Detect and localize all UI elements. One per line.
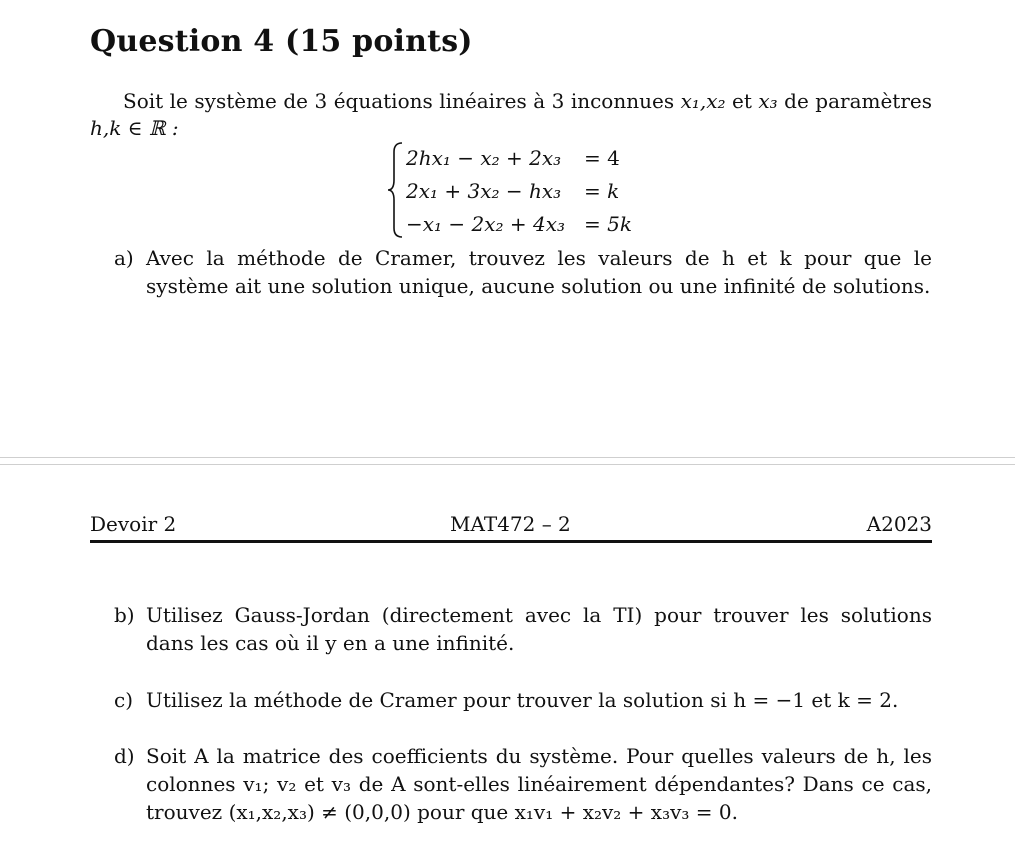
item-b	[114, 601, 932, 657]
item-label: a)	[114, 246, 134, 270]
item-d	[114, 742, 932, 826]
equation-rhs: = k	[584, 179, 620, 203]
item-label: b)	[114, 603, 135, 627]
page-divider	[0, 464, 1015, 465]
intro-params: h,k ∈ ℝ :	[90, 116, 179, 140]
equation-rhs: = 5k	[584, 212, 632, 236]
item-label: d)	[114, 744, 135, 768]
equation-system	[386, 140, 656, 240]
equation-lhs: 2x₁ + 3x₂ − hx₃	[406, 179, 562, 203]
intro-var3: x₃	[758, 89, 778, 113]
intro-part1: Soit le système de 3 équations linéaires à 3 inconnues	[123, 89, 675, 113]
intro-part2: de paramètres	[784, 89, 932, 113]
question-title: Question 4 (15 points)	[90, 24, 473, 59]
equation-row	[406, 179, 619, 203]
item-c	[114, 686, 932, 714]
equation-row	[406, 146, 620, 170]
intro-vars: x₁,x₂	[680, 89, 726, 113]
header-left: Devoir 2	[90, 512, 177, 536]
page-divider	[0, 457, 1015, 458]
item-a	[114, 244, 932, 300]
item-text	[146, 742, 932, 826]
item-text-part1: Soit A la matrice des coefficients du système. Pour quelles valeurs de h, les colonnes v₁; v₂ et v₃ de A sont-elles linéairement dépendantes? Dans ce cas, trouvez	[146, 744, 932, 824]
equation-lhs: −x₁ − 2x₂ + 4x₃	[406, 212, 566, 236]
item-text: Avec la méthode de Cramer, trouvez les valeurs de h et k pour que le système ait une solution unique, aucune solution ou une infinité de solutions.	[146, 246, 932, 298]
equation-rhs: = 4	[584, 146, 620, 170]
intro-and: et	[732, 89, 752, 113]
equation-row	[406, 212, 632, 236]
header-rule	[90, 540, 932, 543]
item-text: Utilisez Gauss-Jordan (directement avec la TI) pour trouver les solutions dans les cas où il y en a une infinité.	[146, 603, 932, 655]
item-text: Utilisez la méthode de Cramer pour trouver la solution si h = −1 et k = 2.	[146, 688, 899, 712]
intro-paragraph	[90, 88, 932, 142]
left-brace	[386, 140, 404, 240]
item-label: c)	[114, 688, 134, 712]
equation-lhs: 2hx₁ − x₂ + 2x₃	[406, 146, 562, 170]
item-text-part2: (x₁,x₂,x₃) ≠ (0,0,0) pour que x₁v₁ + x₂v₂ + x₃v₃ = 0.	[228, 800, 738, 824]
header-right: A2023	[866, 512, 932, 536]
header-center: MAT472 – 2	[450, 512, 571, 536]
